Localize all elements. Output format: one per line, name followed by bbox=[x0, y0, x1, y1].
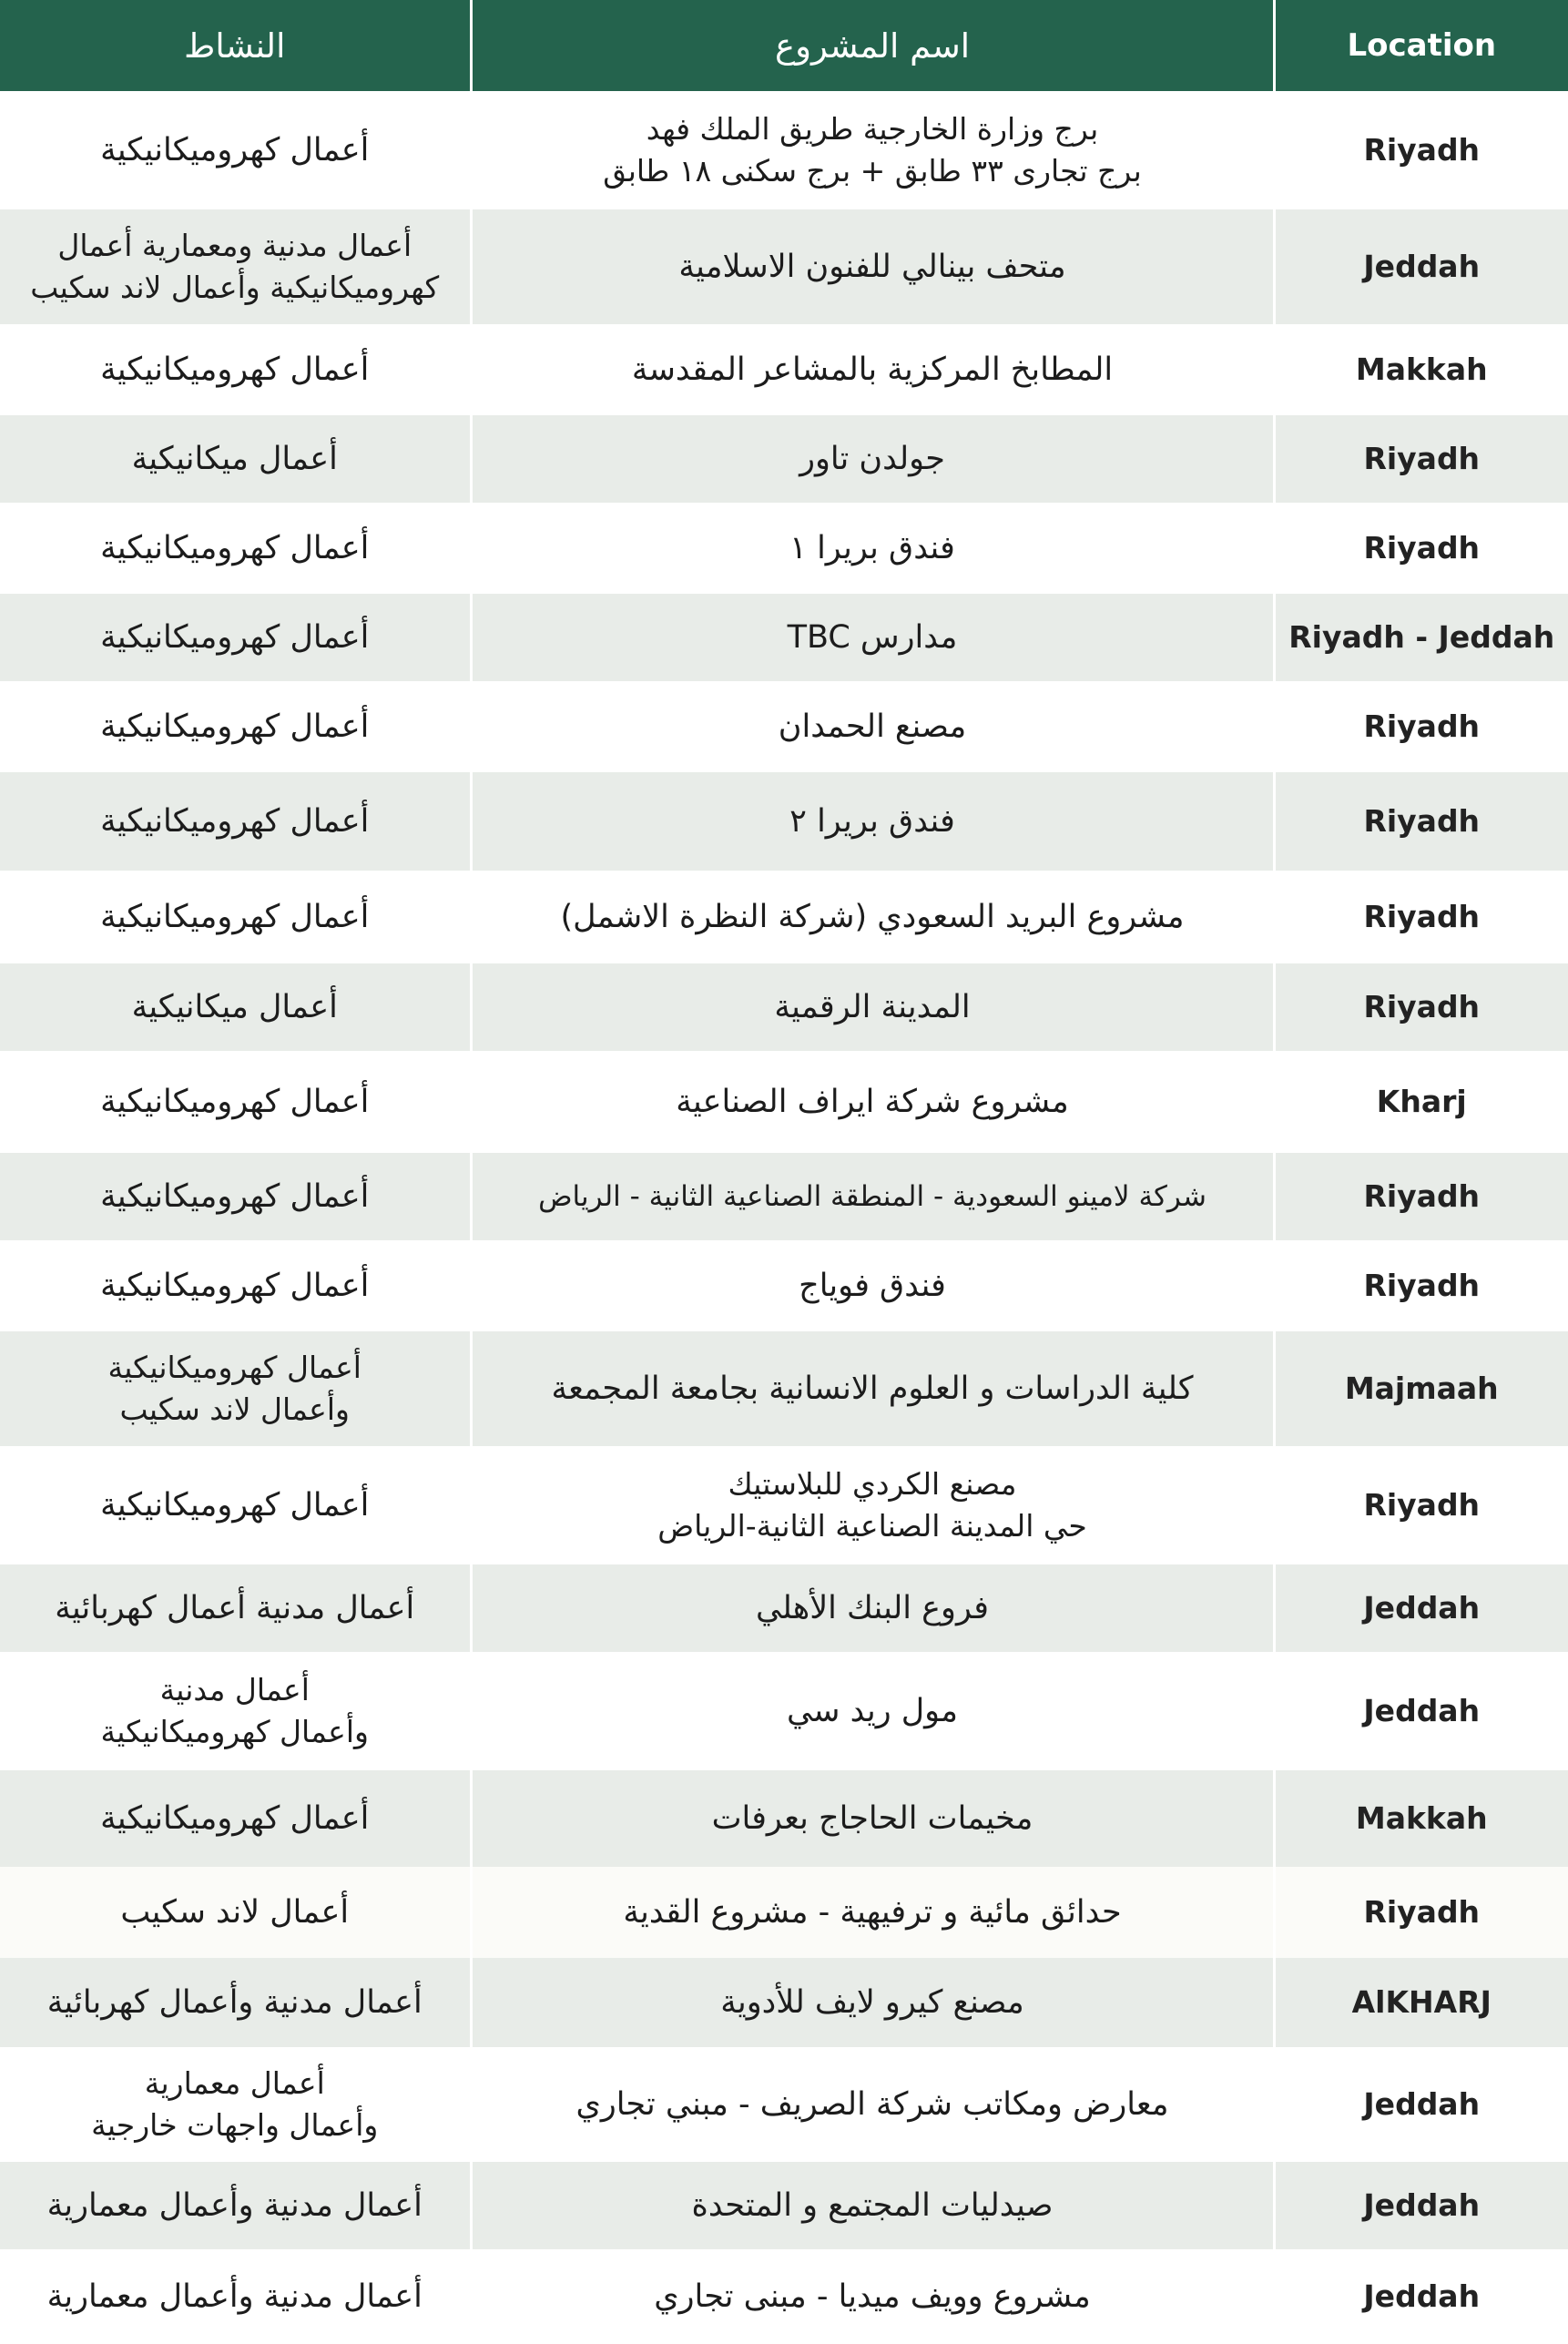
project-name: فندق بريرا ٢ bbox=[789, 802, 955, 840]
activity-text: أعمال كهروميكانيكية bbox=[100, 1799, 370, 1837]
project-name: حدائق مائية و ترفيهية - مشروع القدية bbox=[623, 1893, 1122, 1931]
project-name: فروع البنك الأهلي bbox=[756, 1589, 989, 1626]
project-cell bbox=[471, 2047, 1274, 2162]
project-cell bbox=[471, 1240, 1274, 1331]
table-row bbox=[0, 1051, 1568, 1153]
project-cell bbox=[471, 209, 1274, 324]
table-row bbox=[0, 2162, 1568, 2249]
table-row bbox=[0, 2249, 1568, 2344]
project-name: متحف بينالي للفنون الاسلامية bbox=[678, 248, 1066, 285]
activity-text: أعمال كهروميكانيكية bbox=[100, 708, 370, 745]
location-cell: Riyadh bbox=[1363, 1178, 1481, 1215]
project-name: مصنع كيرو لايف للأدوية bbox=[720, 1983, 1024, 2021]
activity-cell bbox=[0, 1564, 471, 1652]
activity-cell bbox=[0, 1770, 471, 1867]
location-cell: Majmaah bbox=[1344, 1371, 1499, 1407]
activity-text: أعمال مدنية ومعمارية أعمال bbox=[57, 228, 412, 264]
activity-cell bbox=[0, 594, 471, 681]
project-name: مول ريد سي bbox=[786, 1692, 959, 1729]
location-cell: Riyadh bbox=[1363, 1268, 1481, 1304]
location-cell: Riyadh bbox=[1363, 803, 1481, 840]
activity-cell bbox=[0, 209, 471, 324]
project-cell bbox=[471, 594, 1274, 681]
table-row bbox=[0, 1958, 1568, 2047]
project-name: كلية الدراسات و العلوم الانسانية بجامعة المجمعة bbox=[551, 1370, 1194, 1407]
project-cell bbox=[471, 91, 1274, 209]
project-cell bbox=[471, 1958, 1274, 2047]
project-name: فندق فوياج bbox=[799, 1267, 946, 1304]
table-row bbox=[0, 91, 1568, 209]
location-cell: Riyadh bbox=[1363, 899, 1481, 935]
location-cell: Jeddah bbox=[1363, 2086, 1481, 2123]
location-cell: Riyadh bbox=[1363, 989, 1481, 1025]
activity-cell bbox=[0, 1958, 471, 2047]
location-cell: Riyadh bbox=[1363, 132, 1481, 168]
header-row bbox=[0, 0, 1568, 91]
activity-text: أعمال كهروميكانيكية bbox=[100, 131, 370, 168]
project-name: مشروع البريد السعودي (شركة النظرة الاشمل) bbox=[560, 898, 1185, 935]
activity-text: أعمال لاند سكيب bbox=[120, 1893, 350, 1931]
project-name: مصنع الكردي للبلاستيك bbox=[728, 1466, 1017, 1503]
table-body bbox=[0, 91, 1568, 2344]
project-name: مشروع وويف ميديا - مبنى تجاري bbox=[654, 2278, 1091, 2315]
location-cell: Kharj bbox=[1376, 1084, 1467, 1120]
activity-cell bbox=[0, 2047, 471, 2162]
header-location: Location bbox=[1274, 0, 1568, 91]
project-name: برج وزارة الخارجية طريق الملك فهد bbox=[646, 111, 1099, 148]
header-project: اسم المشروع bbox=[471, 0, 1274, 91]
table-row bbox=[0, 1564, 1568, 1652]
activity-text: أعمال كهروميكانيكية bbox=[100, 618, 370, 656]
activity-text: أعمال كهروميكانيكية bbox=[100, 898, 370, 935]
table-row bbox=[0, 209, 1568, 324]
activity-cell bbox=[0, 415, 471, 503]
activity-text: أعمال مدنية وأعمال معمارية bbox=[46, 2186, 423, 2224]
location-cell: Makkah bbox=[1355, 1800, 1488, 1837]
location-cell: Riyadh - Jeddah bbox=[1288, 619, 1555, 656]
activity-text: أعمال كهروميكانيكية bbox=[100, 1083, 370, 1120]
activity-text: أعمال مدنية bbox=[159, 1672, 310, 1708]
project-cell bbox=[471, 772, 1274, 871]
activity-cell bbox=[0, 681, 471, 772]
activity-text: أعمال كهروميكانيكية bbox=[100, 529, 370, 566]
activity-cell bbox=[0, 772, 471, 871]
project-name: المدينة الرقمية bbox=[774, 988, 971, 1025]
project-name: مشروع شركة ايراف الصناعية bbox=[676, 1083, 1069, 1120]
table-row bbox=[0, 1652, 1568, 1770]
project-cell bbox=[471, 1446, 1274, 1564]
activity-text: وأعمال كهروميكانيكية bbox=[100, 1714, 369, 1749]
table-header bbox=[0, 0, 1568, 91]
table-row bbox=[0, 1446, 1568, 1564]
activity-text: وأعمال لاند سكيب bbox=[119, 1391, 350, 1427]
location-cell: Jeddah bbox=[1363, 249, 1481, 285]
project-name: مدارس TBC bbox=[787, 618, 958, 656]
activity-text: أعمال كهروميكانيكية bbox=[100, 1177, 370, 1215]
project-cell bbox=[471, 503, 1274, 594]
activity-cell bbox=[0, 91, 471, 209]
project-cell bbox=[471, 324, 1274, 415]
project-name: حي المدينة الصناعية الثانية-الرياض bbox=[657, 1508, 1087, 1544]
table-row bbox=[0, 871, 1568, 963]
activity-cell bbox=[0, 1240, 471, 1331]
activity-text: أعمال مدنية وأعمال كهربائية bbox=[46, 1983, 423, 2021]
table-row bbox=[0, 1770, 1568, 1867]
activity-text: كهروميكانيكية وأعمال لاند سكيب bbox=[30, 270, 440, 305]
project-cell bbox=[471, 1770, 1274, 1867]
activity-text: أعمال كهروميكانيكية bbox=[100, 802, 370, 840]
project-cell bbox=[471, 1331, 1274, 1446]
project-cell bbox=[471, 963, 1274, 1051]
location-cell: Jeddah bbox=[1363, 2278, 1481, 2315]
location-cell: Jeddah bbox=[1363, 1590, 1481, 1626]
activity-cell bbox=[0, 871, 471, 963]
activity-text: أعمال كهروميكانيكية bbox=[100, 351, 370, 388]
project-name: مخيمات الحاجاج بعرفات bbox=[711, 1799, 1033, 1837]
project-name: شركة لامينو السعودية - المنطقة الصناعية الثانية - الرياض bbox=[538, 1179, 1207, 1213]
project-name: المطابخ المركزية بالمشاعر المقدسة bbox=[631, 351, 1114, 388]
activity-cell bbox=[0, 1446, 471, 1564]
activity-cell bbox=[0, 1153, 471, 1240]
project-name: جولدن تاور bbox=[799, 440, 945, 477]
location-cell: Riyadh bbox=[1363, 441, 1481, 477]
location-cell: Riyadh bbox=[1363, 530, 1481, 566]
project-cell bbox=[471, 1867, 1274, 1958]
activity-cell bbox=[0, 1331, 471, 1446]
activity-text: أعمال كهروميكانيكية bbox=[107, 1350, 361, 1386]
header-activity: النشاط bbox=[0, 0, 471, 91]
project-cell bbox=[471, 1153, 1274, 1240]
project-cell bbox=[471, 2249, 1274, 2344]
activity-cell bbox=[0, 1867, 471, 1958]
activity-cell bbox=[0, 2249, 471, 2344]
table-row bbox=[0, 2047, 1568, 2162]
table-row bbox=[0, 772, 1568, 871]
location-cell: Riyadh bbox=[1363, 708, 1481, 745]
project-cell bbox=[471, 681, 1274, 772]
activity-cell bbox=[0, 503, 471, 594]
table-row bbox=[0, 681, 1568, 772]
project-cell bbox=[471, 1652, 1274, 1770]
activity-text: أعمال ميكانيكية bbox=[131, 988, 338, 1025]
project-name: فندق بريرا ١ bbox=[789, 529, 955, 566]
table-row bbox=[0, 594, 1568, 681]
location-cell: Makkah bbox=[1355, 352, 1488, 388]
location-cell: Jeddah bbox=[1363, 2187, 1481, 2224]
project-name: معارض ومكاتب شركة الصريف - مبني تجاري bbox=[575, 2085, 1169, 2123]
location-cell: Jeddah bbox=[1363, 1693, 1481, 1729]
project-cell bbox=[471, 1051, 1274, 1153]
table-row bbox=[0, 963, 1568, 1051]
project-cell bbox=[471, 1564, 1274, 1652]
activity-cell bbox=[0, 324, 471, 415]
activity-text: أعمال كهروميكانيكية bbox=[100, 1267, 370, 1304]
table-row bbox=[0, 1867, 1568, 1958]
activity-text: أعمال كهروميكانيكية bbox=[100, 1486, 370, 1524]
activity-text: وأعمال واجهات خارجية bbox=[91, 2107, 379, 2143]
activity-cell bbox=[0, 963, 471, 1051]
project-cell bbox=[471, 2162, 1274, 2249]
project-name: صيدليات المجتمع و المتحدة bbox=[691, 2186, 1054, 2224]
activity-cell bbox=[0, 2162, 471, 2249]
location-cell: Riyadh bbox=[1363, 1894, 1481, 1931]
project-cell bbox=[471, 415, 1274, 503]
project-name: مصنع الحمدان bbox=[778, 708, 967, 745]
activity-text: أعمال ميكانيكية bbox=[131, 440, 338, 477]
activity-text: أعمال مدنية وأعمال معمارية bbox=[46, 2278, 423, 2315]
table-row bbox=[0, 1153, 1568, 1240]
location-cell: Riyadh bbox=[1363, 1487, 1481, 1524]
activity-cell bbox=[0, 1051, 471, 1153]
activity-text: أعمال معمارية bbox=[144, 2065, 325, 2102]
activity-cell bbox=[0, 1652, 471, 1770]
table-row bbox=[0, 503, 1568, 594]
project-cell bbox=[471, 871, 1274, 963]
table-row bbox=[0, 1331, 1568, 1446]
table-row bbox=[0, 415, 1568, 503]
activity-text: أعمال مدنية أعمال كهربائية bbox=[55, 1589, 415, 1626]
location-cell: AlKHARJ bbox=[1351, 1984, 1492, 2021]
project-name: برج تجارى ٣٣ طابق + برج سكنى ١٨ طابق bbox=[603, 153, 1142, 189]
table-row bbox=[0, 324, 1568, 415]
table-row bbox=[0, 1240, 1568, 1331]
